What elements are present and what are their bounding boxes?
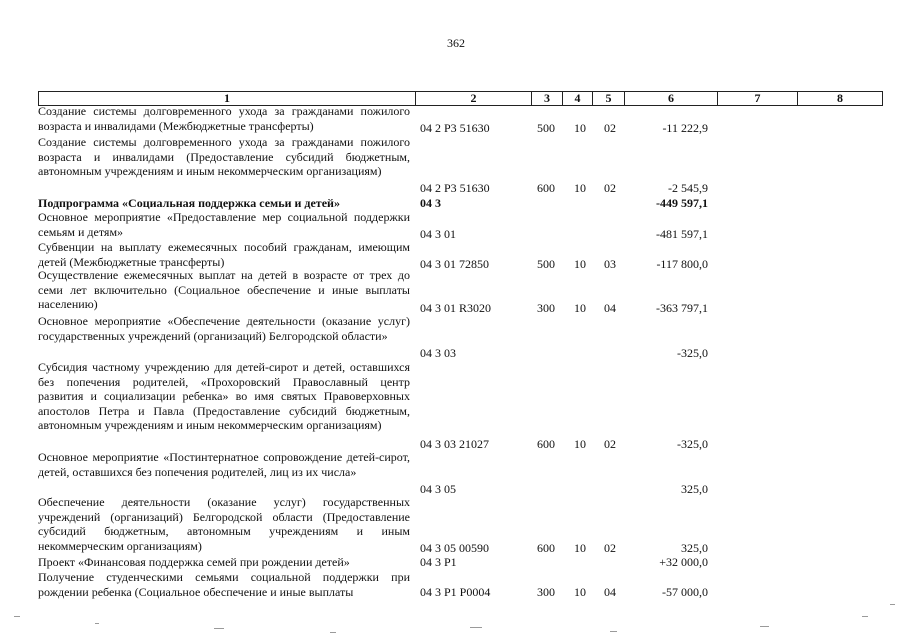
row-amount: -325,0 xyxy=(677,437,708,451)
row-amount: -449 597,1 xyxy=(656,196,708,210)
row-name: Создание системы долговременного ухода за гражданами пожилого возраста и инвалидами (Межбюджетные трансферты) xyxy=(38,104,410,133)
header-col-8: 8 xyxy=(797,91,883,106)
header-col-7: 7 xyxy=(717,91,798,106)
row-col3: 500 xyxy=(537,121,555,135)
row-col4: 10 xyxy=(574,585,586,599)
row-name: Подпрограмма «Социальная поддержка семьи и детей» xyxy=(38,196,340,210)
row-col4: 10 xyxy=(574,301,586,315)
row-col3: 600 xyxy=(537,181,555,195)
row-code: 04 3 xyxy=(420,196,441,210)
row-col4: 10 xyxy=(574,257,586,271)
row-col5: 02 xyxy=(604,121,616,135)
row-col5: 03 xyxy=(604,257,616,271)
row-code: 04 3 05 xyxy=(420,482,456,496)
row-col3: 600 xyxy=(537,541,555,555)
row-code: 04 2 P3 51630 xyxy=(420,121,490,135)
scan-speck xyxy=(610,631,617,632)
row-code: 04 3 01 R3020 xyxy=(420,301,492,315)
row-col4: 10 xyxy=(574,181,586,195)
row-code: 04 3 05 00590 xyxy=(420,541,489,555)
row-name: Субвенции на выплату ежемесячных пособий гражданам, имеющим детей (Межбюджетные трансферты) xyxy=(38,240,410,269)
scan-speck xyxy=(14,616,20,617)
page-number: 362 xyxy=(447,36,465,50)
header-col-2: 2 xyxy=(415,91,532,106)
row-amount: -117 800,0 xyxy=(656,257,708,271)
row-code: 04 3 P1 xyxy=(420,555,457,569)
row-col3: 600 xyxy=(537,437,555,451)
row-amount: +32 000,0 xyxy=(659,555,708,569)
row-name: Создание системы долговременного ухода за гражданами пожилого возраста и инвалидами (Предоставление субсидий бюджетным, автономным учреждениям и иным некоммерческим организациям) xyxy=(38,135,410,179)
row-name: Основное мероприятие «Предоставление мер социальной поддержки семьям и детям» xyxy=(38,210,410,239)
row-amount: 325,0 xyxy=(681,541,708,555)
row-name: Основное мероприятие «Постинтернатное сопровождение детей-сирот, детей, оставшихся без попечения родителей, лиц из их числа» xyxy=(38,450,410,479)
row-code: 04 2 P3 51630 xyxy=(420,181,490,195)
row-col5: 02 xyxy=(604,437,616,451)
header-col-1: 1 xyxy=(38,91,416,106)
row-name: Основное мероприятие «Обеспечение деятельности (оказание услуг) государственных учреждений (организаций) Белгородской области» xyxy=(38,314,410,343)
row-col3: 300 xyxy=(537,301,555,315)
row-amount: -2 545,9 xyxy=(668,181,708,195)
row-col5: 02 xyxy=(604,181,616,195)
row-amount: -481 597,1 xyxy=(656,227,708,241)
row-amount: -11 222,9 xyxy=(662,121,708,135)
row-code: 04 3 01 72850 xyxy=(420,257,489,271)
scan-speck xyxy=(890,604,895,605)
row-code: 04 3 P1 P0004 xyxy=(420,585,491,599)
row-col5: 02 xyxy=(604,541,616,555)
row-col4: 10 xyxy=(574,121,586,135)
row-name: Проект «Финансовая поддержка семей при рождении детей» xyxy=(38,555,350,569)
scan-speck xyxy=(214,628,224,629)
row-amount: -363 797,1 xyxy=(656,301,708,315)
header-col-6: 6 xyxy=(624,91,718,106)
row-col3: 300 xyxy=(537,585,555,599)
scan-speck xyxy=(330,632,336,633)
row-code: 04 3 03 xyxy=(420,346,456,360)
row-amount: -57 000,0 xyxy=(662,585,708,599)
header-col-4: 4 xyxy=(562,91,593,106)
row-name: Осуществление ежемесячных выплат на детей в возрасте от трех до семи лет включительно (Социальное обеспечение и иные выплаты населению) xyxy=(38,268,410,312)
row-code: 04 3 03 21027 xyxy=(420,437,489,451)
scan-speck xyxy=(95,623,99,624)
header-col-5: 5 xyxy=(592,91,625,106)
row-amount: -325,0 xyxy=(677,346,708,360)
row-col4: 10 xyxy=(574,541,586,555)
row-name: Субсидия частному учреждению для детей-сирот и детей, оставшихся без попечения родителей, «Прохоровский Православный центр развития и социализации ребенка» во имя святых Правоверховных апостолов Петра и Павла (Предоставление субсидий бюджетным, автономным учреждениям и иным некоммерческим организациям) xyxy=(38,360,410,433)
row-amount: 325,0 xyxy=(681,482,708,496)
row-name: Обеспечение деятельности (оказание услуг) государственных учреждений (организаций) Белгородской области (Предоставление субсидий бюджетным, автономным учреждениям и иным некоммерческим организациям) xyxy=(38,495,410,553)
row-col3: 500 xyxy=(537,257,555,271)
row-col5: 04 xyxy=(604,301,616,315)
scan-speck xyxy=(862,616,868,617)
row-name: Получение студенческими семьями социальной поддержки при рождении ребенка (Социальное обеспечение и иные выплаты xyxy=(38,570,410,599)
scan-speck xyxy=(470,627,482,628)
scan-speck xyxy=(760,626,769,627)
header-col-3: 3 xyxy=(531,91,563,106)
row-col5: 04 xyxy=(604,585,616,599)
row-col4: 10 xyxy=(574,437,586,451)
row-code: 04 3 01 xyxy=(420,227,456,241)
